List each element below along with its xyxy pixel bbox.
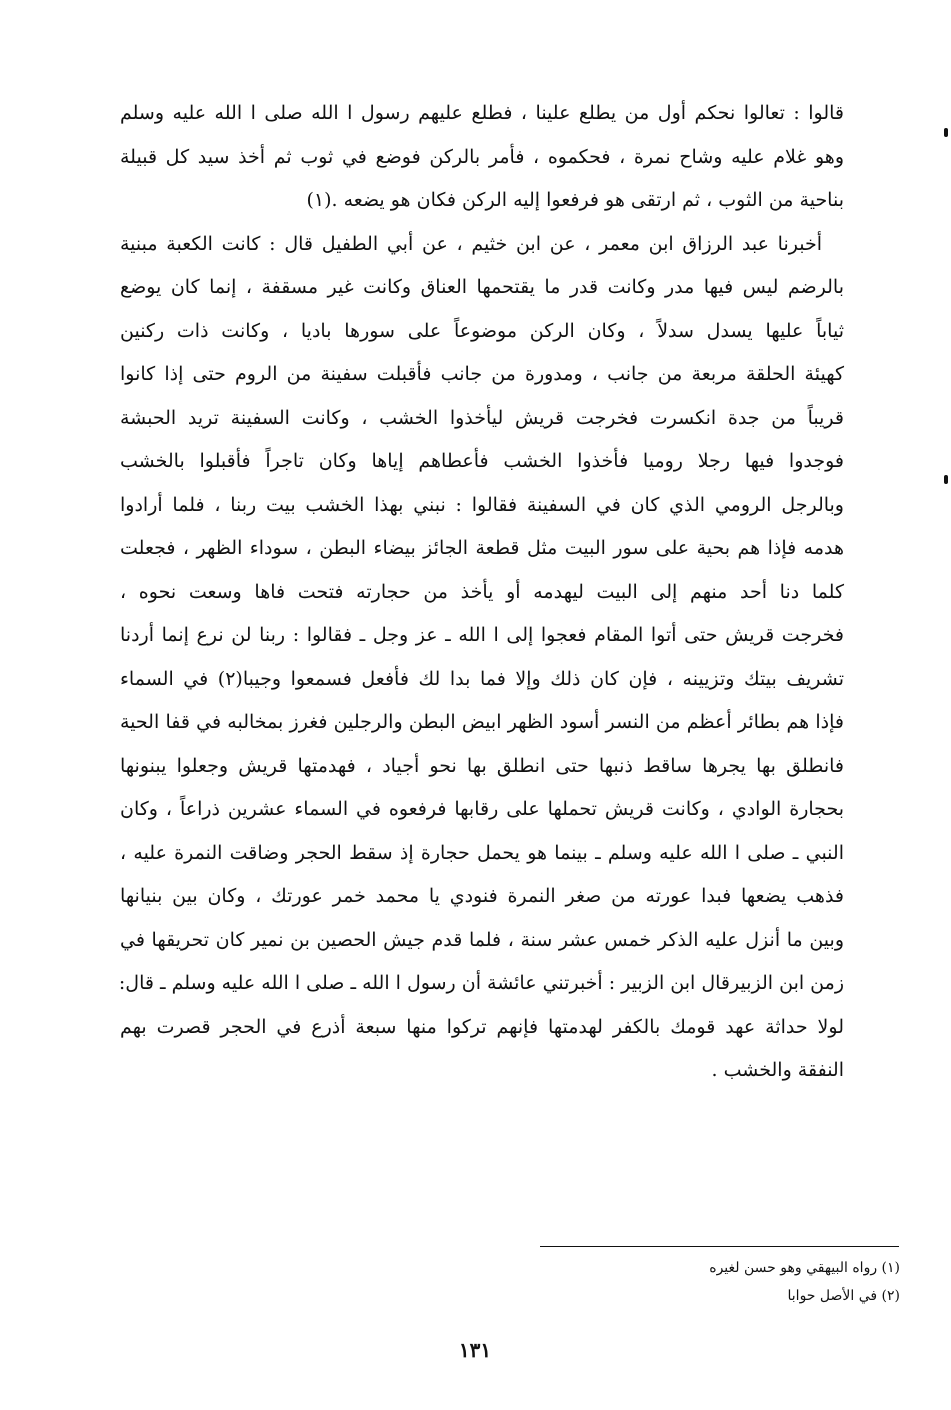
text-line: فخرجت قريش حتى أتوا المقام فعجوا إلى ا الله ـ عز وجل ـ فقالوا : ربنا لن نرع إنما أردنا (120, 624, 844, 646)
text-line: لولا حداثة عهد قومك بالكفر لهدمتها فإنهم تركوا منها سبعة أذرع في الحجر قصرت بهم (120, 1015, 844, 1038)
text-line: فانطلق بها يجرها ساقط ذنبها حتى انطلق بها نحو أجياد ، فهدمتها قريش وجعلوا يبنونها (120, 754, 844, 777)
footnote-separator (540, 1246, 899, 1247)
text-line: فوجدوا فيها رجلا روميا فأخذوا الخشب فأعطاهم إياها وكان تاجراً فأقبلوا بالخشب (120, 450, 844, 472)
text-line: تشريف بيتك وتزيينه ، فإن كان ذلك وإلا فما بدا لك فأفعل فسمعوا وجيبا(٢) في السماء (120, 667, 845, 690)
text-line: وبين ما أنزل عليه الذكر خمس عشر سنة ، فلما قدم جيش الحصين بن نمير كان تحريقها في (120, 928, 844, 951)
text-line: وهو غلام عليه وشاح نمرة ، فحكموه ، فأمر بالركن فوضع في ثوب ثم أخذ سيد كل قبيلة (120, 145, 844, 168)
body-text (120, 92, 844, 1093)
text-line: وبالرجل الرومي الذي كان في السفينة فقالوا : نبني بهذا الخشب بيت ربنا ، فلما أرادوا (120, 493, 844, 516)
text-line: النبي ـ صلى ا الله عليه وسلم ـ بينما هو يحمل حجارة إذ سقط الحجر وضاقت النمرة عليه ، (120, 841, 844, 864)
text-line: هدمه فإذا هم بحية على سور البيت مثل قطعة الجائز بيضاء البطن ، سوداء الظهر ، فجعلت (120, 537, 844, 559)
text-line: النفقة والخشب . (711, 1059, 844, 1081)
text-line: قريباً من جدة انكسرت فخرجت قريش ليأخذوا الخشب ، وكانت السفينة تريد الحبشة (120, 406, 844, 429)
footnote: (١) رواه البيهقي وهو حسن لغيره (709, 1260, 900, 1276)
text-line: بحجارة الوادي ، وكانت قريش تحملها على رقابها فرفعوه في السماء عشرين ذراعاً ، وكان (120, 798, 844, 820)
text-line: قالوا : تعالوا نحكم أول من يطلع علينا ، فطلع عليهم رسول ا الله صلى ا الله عليه وسلم (120, 102, 844, 124)
margin-mark (944, 128, 948, 137)
text-line: بالرضم ليس فيها مدر وكانت قدر ما يقتحمها العناق وكانت غير مسقفة ، إنما كان يوضع (120, 276, 844, 298)
text-line: كلما دنا أحد منهم إلى البيت ليهدمه أو يأخذ من حجارته فتحت فاها وسعت نحوه ، (120, 580, 844, 603)
text-line: أخبرنا عبد الرزاق ابن معمر ، عن ابن خثيم ، عن أبي الطفيل قال : كانت الكعبة مبنية (120, 232, 822, 255)
page-number: ١٣١ (458, 1338, 492, 1362)
text-line: زمن ابن الزبيرقال ابن الزبير : أخبرتني عائشة أن رسول ا الله ـ صلى ا الله عليه وسلم ـ قال: (118, 972, 844, 994)
text-line: ثياباً عليها يسدل سدلاً ، وكان الركن موضوعاً على سورها باديا ، وكانت ذات ركنين (120, 319, 844, 342)
text-line: فإذا هم بطائر أعظم من النسر أسود الظهر ابيض البطن والرجلين فغرز بمخالبه في قفا الحية (120, 711, 844, 733)
footnotes (520, 1254, 900, 1310)
footnote: (٢) في الأصل حوابا (787, 1288, 900, 1304)
margin-mark (944, 475, 948, 484)
text-line: كهيئة الحلقة مربعة من جانب ، ومدورة من جانب فأقبلت سفينة من الروم حتى إذا كانوا (120, 363, 844, 385)
text-line: بناحية من الثوب ، ثم ارتقى هو فرفعوا إليه الركن فكان هو يضعه .(١) (306, 189, 844, 211)
text-line: فذهب يضعها فبدا عورته من صغر النمرة فنودي يا محمد خمر عورتك ، وكان بين بنيانها (120, 885, 844, 907)
